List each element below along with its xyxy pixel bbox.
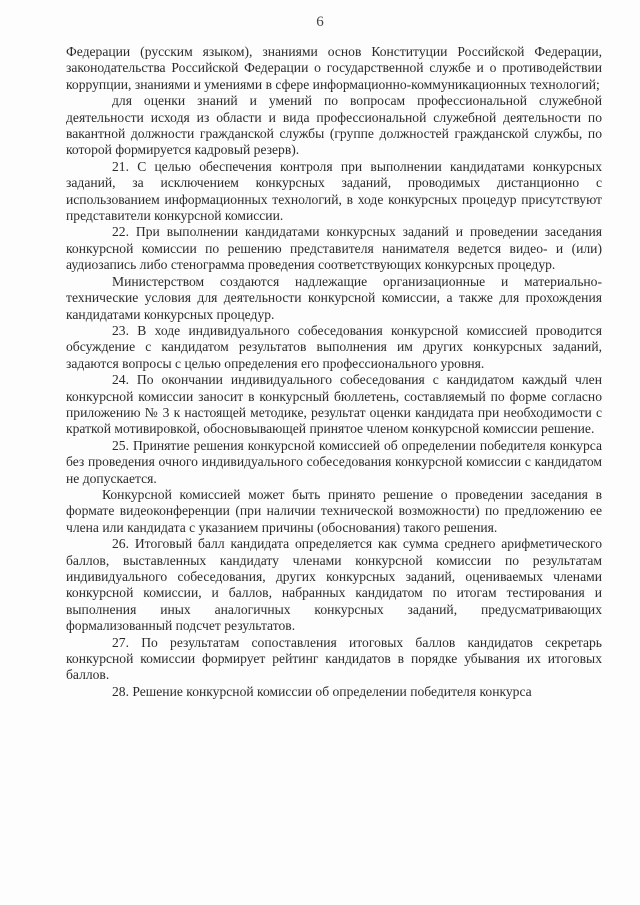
paragraph-27: 27. По результатам сопоставления итоговых баллов кандидатов секретарь конкурсной комиссии формирует рейтинг кандидатов в порядке убывания их итоговых баллов. [66,634,602,683]
paragraph-26: 26. Итоговый балл кандидата определяется как сумма среднего арифметического баллов, выставленных кандидату членами конкурсной комиссии по результатам индивидуального собеседования, других конкурсных заданий, оцениваемых членами конкурсной комиссии, и баллов, набранных кандидатом по итогам тестирования и выполнения иных аналогичных конкурсных заданий, предусматривающих формализованный подсчет результатов. [66,536,602,634]
paragraph-videoconference: Конкурсной комиссией может быть принято решение о проведении заседания в формате видеоконференции (при наличии технической возможности) по предложению ее члена или кандидата с указанием причины (обоснования) такого решения. [66,486,602,535]
paragraph-continuation: Федерации (русским языком), знаниями основ Конституции Российской Федерации, законодательства Российской Федерации о государственной службе и о противодействии коррупции, знаниями и умениями в сфере информационно-коммуникационных технологий; [66,44,602,92]
paragraph-22: 22. При выполнении кандидатами конкурсных заданий и проведении заседания конкурсной комиссии по решению представителя нанимателя ведется видео- и (или) аудиозапись либо стенограмма проведения соответствующих конкурсных процедур. [66,224,602,273]
paragraph-24: 24. По окончании индивидуального собеседования с кандидатом каждый член конкурсной комиссии заносит в конкурсный бюллетень, составляемый по форме согласно приложению № 3 к настоящей методике, результат оценки кандидата при необходимости с краткой мотивировкой, обосновывающей принятое членом конкурсной комиссии решение. [66,372,602,437]
paragraph-21: 21. С целью обеспечения контроля при выполнении кандидатами конкурсных заданий, за исключением конкурсных заданий, проводимых дистанционно с использованием информационных технологий, в ходе конкурсных процедур присутствуют представители конкурсной комиссии. [66,158,602,224]
paragraph-ministry-conditions: Министерством создаются надлежащие организационные и материально-технические условия для деятельности конкурсной комиссии, а также для прохождения кандидатами конкурсных процедур. [66,273,602,322]
paragraph-assessment-knowledge: для оценки знаний и умений по вопросам профессиональной служебной деятельности исходя из области и вида профессиональной служебной деятельности по вакантной должности гражданской службы (группе должностей гражданской службы, по которой формируется кадровый резерв). [66,93,602,158]
page-number: 6 [316,14,324,30]
paragraph-28: 28. Решение конкурсной комиссии об определении победителя конкурса [112,683,532,699]
paragraph-25: 25. Принятие решения конкурсной комиссией об определении победителя конкурса без проведения очного индивидуального собеседования конкурсной комиссии с кандидатом не допускается. [66,437,602,486]
paragraph-23: 23. В ходе индивидуального собеседования конкурсной комиссией проводится обсуждение с кандидатом результатов выполнения им других конкурсных заданий, задаются вопросы с целью определения его профессионального уровня. [66,322,602,371]
document-body [66,44,602,700]
